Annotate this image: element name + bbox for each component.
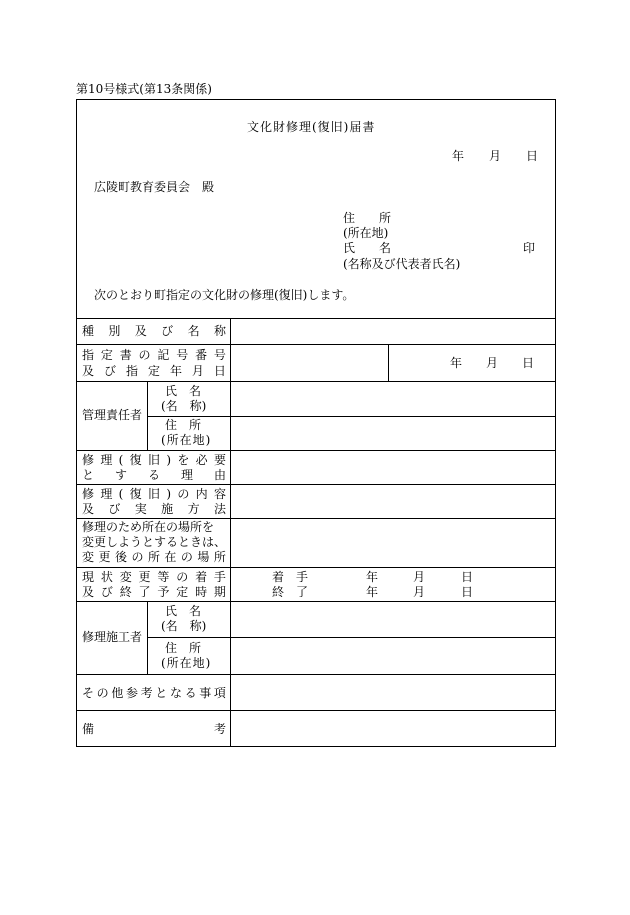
label-manager: 管理責任者 bbox=[82, 408, 143, 422]
end-day: 日 bbox=[461, 585, 474, 599]
start-day: 日 bbox=[461, 570, 474, 584]
char: 後 bbox=[114, 550, 127, 564]
label-schedule-line1 bbox=[82, 569, 226, 585]
char: 復 bbox=[129, 453, 142, 467]
label-remarks-1: 備 bbox=[82, 722, 95, 736]
char: 手 bbox=[213, 570, 226, 584]
char: の bbox=[180, 550, 193, 564]
char: の bbox=[177, 487, 190, 501]
char: の bbox=[96, 686, 109, 700]
label-reason-line1 bbox=[82, 452, 226, 468]
char: 書 bbox=[119, 348, 132, 362]
char: 及 bbox=[82, 364, 95, 378]
char: び bbox=[108, 502, 121, 516]
char: 考 bbox=[140, 686, 153, 700]
char: 号 bbox=[176, 348, 189, 362]
char: 方 bbox=[187, 502, 200, 516]
char: 理 bbox=[180, 468, 193, 482]
char: る bbox=[147, 468, 160, 482]
char: び bbox=[103, 364, 116, 378]
label-other bbox=[82, 685, 226, 701]
char: 更 bbox=[138, 570, 151, 584]
label-designation-line1 bbox=[82, 347, 226, 363]
char: 修 bbox=[82, 487, 95, 501]
char: 指 bbox=[82, 348, 95, 362]
char: 状 bbox=[100, 570, 113, 584]
char: 定 bbox=[100, 348, 113, 362]
char: 事 bbox=[199, 686, 212, 700]
end-month: 月 bbox=[413, 585, 426, 599]
char: と bbox=[82, 468, 95, 482]
label-content-line1 bbox=[82, 486, 226, 502]
manager-name-sub: (名 称) bbox=[161, 399, 207, 413]
applicant-name-sub: (名称及び代表者氏名) bbox=[343, 257, 461, 271]
label-remarks-2: 考 bbox=[214, 722, 227, 736]
char: 及 bbox=[82, 502, 95, 516]
contractor-address-sub: (所在地) bbox=[161, 656, 212, 670]
contractor-name-sub: (名 称) bbox=[161, 619, 207, 633]
char: 内 bbox=[195, 487, 208, 501]
char: び bbox=[100, 585, 113, 599]
char: 要 bbox=[213, 453, 226, 467]
start-month: 月 bbox=[413, 570, 426, 584]
char: 時 bbox=[195, 585, 208, 599]
label-location-line1: 修理のため所在の場所を bbox=[82, 520, 215, 534]
contractor-name-label: 氏 名 bbox=[165, 604, 202, 618]
char: 法 bbox=[213, 502, 226, 516]
char: 項 bbox=[213, 686, 226, 700]
seal-mark: 印 bbox=[523, 241, 536, 255]
char: 場 bbox=[197, 550, 210, 564]
label-schedule-line2 bbox=[82, 584, 226, 600]
char: 月 bbox=[191, 364, 204, 378]
end-year: 年 bbox=[366, 585, 379, 599]
applicant-address-sub: (所在地) bbox=[343, 226, 389, 240]
char: 参 bbox=[125, 686, 138, 700]
char: ( bbox=[118, 487, 124, 501]
notification-form bbox=[76, 99, 556, 747]
char: 施 bbox=[161, 502, 174, 516]
char: 復 bbox=[129, 487, 142, 501]
manager-address-sub: (所在地) bbox=[161, 433, 212, 447]
date-day: 日 bbox=[526, 149, 539, 163]
char: 及 bbox=[134, 324, 147, 338]
start-year: 年 bbox=[366, 570, 379, 584]
label-location-line3 bbox=[82, 549, 226, 565]
char: の bbox=[176, 570, 189, 584]
label-reason-line2 bbox=[82, 467, 226, 483]
label-type-and-name bbox=[82, 323, 226, 339]
label-location-line2: 変更しようとするときは、 bbox=[82, 535, 227, 549]
char: 旧 bbox=[147, 487, 160, 501]
statement: 次のとおり町指定の文化財の修理(復旧)します。 bbox=[94, 288, 355, 302]
manager-name-label: 氏 名 bbox=[165, 384, 202, 398]
char: 着 bbox=[195, 570, 208, 584]
char: 等 bbox=[157, 570, 170, 584]
char: 理 bbox=[100, 487, 113, 501]
applicant-name-label: 氏 名 bbox=[343, 241, 392, 255]
char: 旧 bbox=[147, 453, 160, 467]
char: 定 bbox=[147, 364, 160, 378]
char: そ bbox=[82, 686, 95, 700]
char: 称 bbox=[213, 324, 226, 338]
form-number: 第10号様式(第13条関係) bbox=[76, 82, 212, 96]
char: 名 bbox=[187, 324, 200, 338]
char: を bbox=[177, 453, 190, 467]
start-label: 着 手 bbox=[272, 570, 309, 584]
char: 必 bbox=[195, 453, 208, 467]
char: る bbox=[184, 686, 197, 700]
char: 種 bbox=[82, 324, 95, 338]
char: 及 bbox=[82, 585, 95, 599]
contractor-address-label: 住 所 bbox=[165, 641, 202, 655]
char: 変 bbox=[82, 550, 95, 564]
char: 修 bbox=[82, 453, 95, 467]
manager-address-label: 住 所 bbox=[165, 418, 202, 432]
char: 定 bbox=[176, 585, 189, 599]
char: 別 bbox=[108, 324, 121, 338]
date-month: 月 bbox=[489, 149, 502, 163]
char: 変 bbox=[119, 570, 132, 584]
char: 所 bbox=[147, 550, 160, 564]
char: 日 bbox=[213, 364, 226, 378]
char: 予 bbox=[157, 585, 170, 599]
char: 現 bbox=[82, 570, 95, 584]
end-label: 終 了 bbox=[272, 585, 309, 599]
designation-month: 月 bbox=[486, 356, 499, 370]
char: の bbox=[131, 550, 144, 564]
char: び bbox=[161, 324, 174, 338]
char: 実 bbox=[134, 502, 147, 516]
label-contractor: 修理施工者 bbox=[82, 630, 143, 644]
char: な bbox=[169, 686, 182, 700]
char: 年 bbox=[169, 364, 182, 378]
char: と bbox=[155, 686, 168, 700]
char: 終 bbox=[119, 585, 132, 599]
char: の bbox=[138, 348, 151, 362]
designation-year: 年 bbox=[450, 356, 463, 370]
char: 容 bbox=[213, 487, 226, 501]
char: ) bbox=[166, 487, 171, 501]
char: す bbox=[114, 468, 127, 482]
char: 番 bbox=[195, 348, 208, 362]
label-content-line2 bbox=[82, 501, 226, 517]
addressee: 広陵町教育委員会 殿 bbox=[94, 180, 215, 194]
char: 号 bbox=[213, 348, 226, 362]
char: 指 bbox=[125, 364, 138, 378]
applicant-address-label: 住 所 bbox=[343, 211, 392, 225]
char: 期 bbox=[213, 585, 226, 599]
form-title: 文化財修理(復旧)届書 bbox=[247, 120, 376, 134]
char: 在 bbox=[164, 550, 177, 564]
date-year: 年 bbox=[452, 149, 465, 163]
char: 所 bbox=[213, 550, 226, 564]
designation-day: 日 bbox=[522, 356, 535, 370]
char: 記 bbox=[157, 348, 170, 362]
char: ( bbox=[118, 453, 124, 467]
char: 理 bbox=[100, 453, 113, 467]
char: 更 bbox=[98, 550, 111, 564]
label-designation-line2 bbox=[82, 363, 226, 379]
char: 了 bbox=[138, 585, 151, 599]
char: 由 bbox=[213, 468, 226, 482]
char: 他 bbox=[111, 686, 124, 700]
char: ) bbox=[166, 453, 171, 467]
